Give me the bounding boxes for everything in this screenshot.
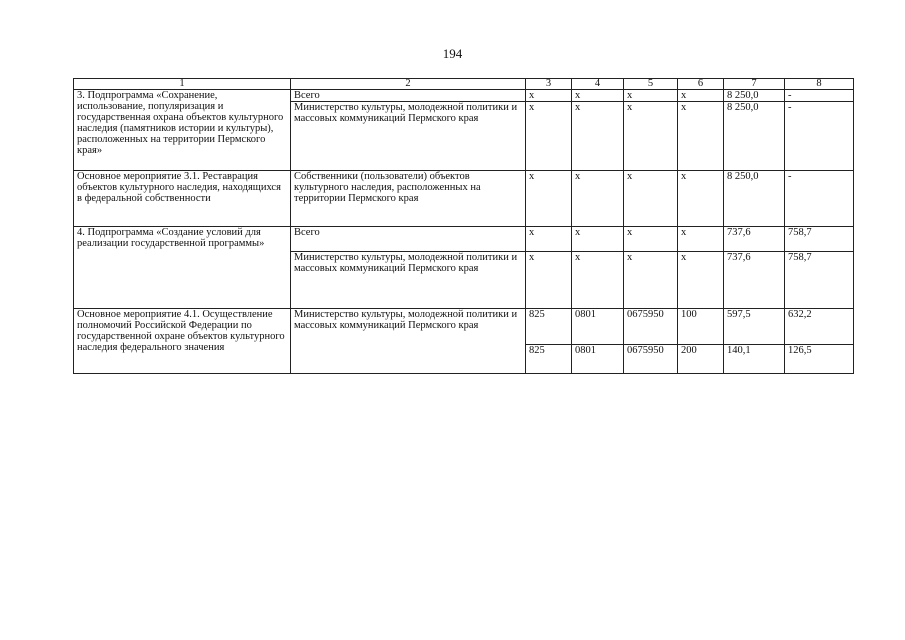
cell-c4: 0801 [572,345,624,374]
cell-c3: х [526,252,572,309]
cell-c7: 8 250,0 [724,171,785,227]
column-header: 2 [291,79,526,90]
cell-c6: х [678,227,724,252]
executor-cell: Министерство культуры, молодежной политики и массовых коммуникаций Пермского края [291,102,526,171]
cell-c8: 632,2 [785,309,854,345]
executor-cell: Собственники (пользователи) объектов культурного наследия, расположенных на территории Пермского края [291,171,526,227]
column-header: 1 [74,79,291,90]
cell-c8: - [785,102,854,171]
column-header: 7 [724,79,785,90]
executor-cell: Министерство культуры, молодежной политики и массовых коммуникаций Пермского края [291,309,526,374]
cell-c6: х [678,252,724,309]
cell-c3: х [526,90,572,102]
program-name-cell: Основное мероприятие 4.1. Осуществление полномочий Российской Федерации по государственной охране объектов культурного наследия федерального значения [74,309,291,374]
cell-c3: 825 [526,309,572,345]
program-name-cell: Основное мероприятие 3.1. Реставрация объектов культурного наследия, находящихся в федеральной собственности [74,171,291,227]
cell-c4: х [572,102,624,171]
cell-c4: х [572,227,624,252]
cell-c5: х [624,102,678,171]
table-row [74,309,854,345]
cell-c4: х [572,171,624,227]
program-name-cell: 3. Подпрограмма «Сохранение, использование, популяризация и государственная охрана объектов культурного наследия (памятников истории и культуры), расположенных на территории Пермского края» [74,90,291,171]
cell-c6: 100 [678,309,724,345]
cell-c8: - [785,171,854,227]
cell-c6: х [678,102,724,171]
cell-c6: х [678,90,724,102]
table-header-row [74,79,854,90]
cell-c5: х [624,90,678,102]
cell-c8: 758,7 [785,252,854,309]
table-row [74,171,854,227]
page-number: 194 [442,46,463,61]
cell-c7: 8 250,0 [724,102,785,171]
cell-c5: 0675950 [624,309,678,345]
cell-c5: х [624,252,678,309]
cell-c6: 200 [678,345,724,374]
cell-c7: 737,6 [724,252,785,309]
program-name-cell: 4. Подпрограмма «Создание условий для реализации государственной программы» [74,227,291,309]
cell-c5: 0675950 [624,345,678,374]
cell-c3: 825 [526,345,572,374]
cell-c5: х [624,171,678,227]
budget-table [73,78,854,374]
cell-c3: х [526,171,572,227]
column-header: 6 [678,79,724,90]
column-header: 5 [624,79,678,90]
executor-cell: Министерство культуры, молодежной политики и массовых коммуникаций Пермского края [291,252,526,309]
cell-c4: х [572,90,624,102]
executor-cell: Всего [291,227,526,252]
cell-c8: 126,5 [785,345,854,374]
cell-c8: - [785,90,854,102]
cell-c3: х [526,102,572,171]
table-row [74,227,854,252]
cell-c7: 8 250,0 [724,90,785,102]
cell-c7: 737,6 [724,227,785,252]
cell-c4: 0801 [572,309,624,345]
cell-c4: х [572,252,624,309]
column-header: 8 [785,79,854,90]
cell-c6: х [678,171,724,227]
table-row [74,90,854,102]
cell-c8: 758,7 [785,227,854,252]
executor-cell: Всего [291,90,526,102]
column-header: 3 [526,79,572,90]
cell-c7: 597,5 [724,309,785,345]
column-header: 4 [572,79,624,90]
cell-c3: х [526,227,572,252]
cell-c7: 140,1 [724,345,785,374]
cell-c5: х [624,227,678,252]
